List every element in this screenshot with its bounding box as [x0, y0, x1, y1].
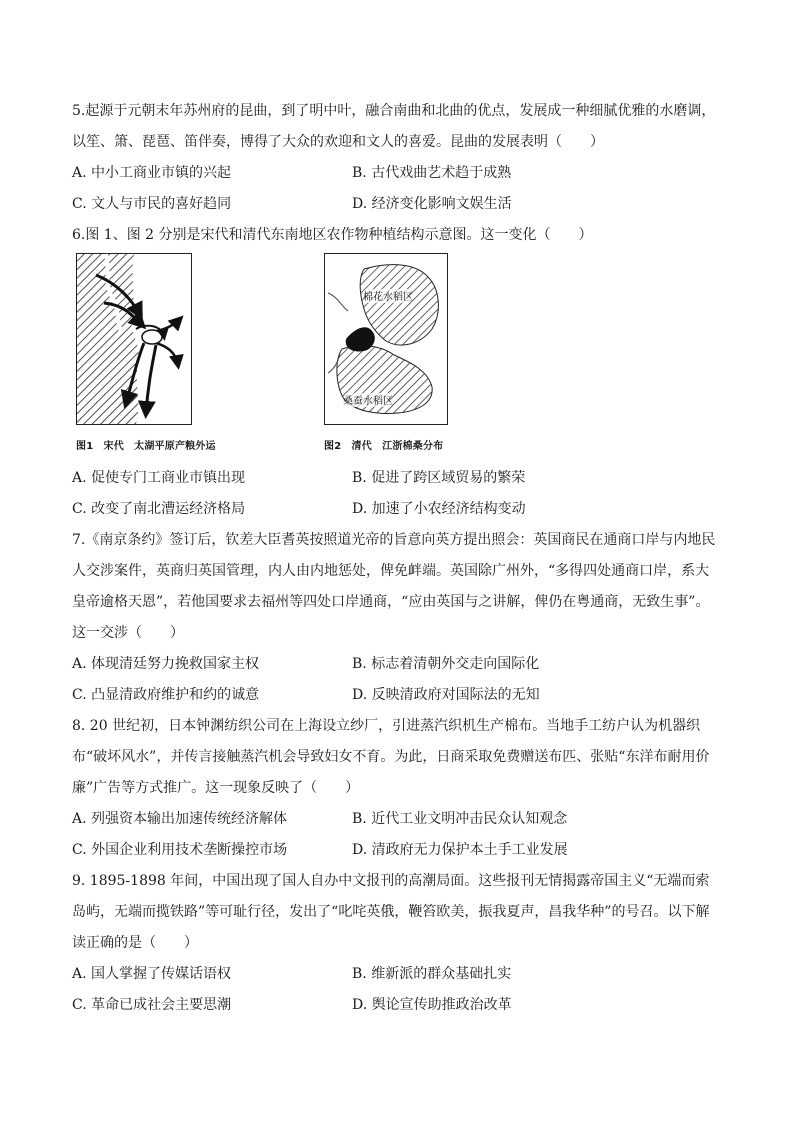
question-stem: 8. 20 世纪初，日本钟渊纺织公司在上海设立纱厂，引进蒸汽织机生产棉布。当地手工纺户认为机器织布“破坏风水”，并传言接触蒸汽机会导致妇女不育。为此，日商采取免费赠送布匹、张贴“东洋布耐用价廉”广告等方式推广。这一现象反映了（ ） — [72, 718, 710, 796]
map-qing-cotton-silk — [324, 253, 448, 425]
map-song-grain-transport — [76, 253, 192, 425]
question-stem: 9. 1895-1898 年间，中国出现了国人自办中文报刊的高潮局面。这些报刊无情揭露帝国主义“无端而索岛屿，无端而揽铁路”等可耻行径，发出了“叱咤英俄，鞭笞欧美，振我夏声，昌我华种”的号召。以下解读正确的是（ ） — [72, 873, 710, 951]
exam-page — [72, 96, 722, 1021]
option-a[interactable]: A. 促使专门工商业市镇出现 — [72, 470, 246, 486]
question-stem: 6.图 1、图 2 分别是宋代和清代东南地区农作物种植结构示意图。这一变化（ ） — [72, 227, 593, 243]
option-c[interactable]: C. 外国企业利用技术垄断操控市场 — [72, 842, 288, 858]
question-8 — [72, 711, 722, 866]
question-stem: 7.《南京条约》签订后，钦差大臣耆英按照道光帝的旨意向英方提出照会：英国商民在通商口岸与内地民人交涉案件，英商归英国管理，内人由内地惩处，俾免衅端。英国除广州外，“多得四处通商口岸，系大皇帝逾格天恩”，若他国要求去福州等四处口岸通商，“应由英国与之讲解，俾仍在粤通商，无致生事”。这一交涉（ ） — [72, 532, 716, 641]
option-c[interactable]: C. 改变了南北漕运经济格局 — [72, 501, 246, 517]
label-silk-rice: 桑蚕水稻区 — [343, 396, 393, 407]
figure-2-caption: 图2 清代 江浙棉桑分布 — [324, 441, 444, 452]
option-a[interactable]: A. 中小工商业市镇的兴起 — [72, 165, 232, 181]
options-grid — [72, 463, 722, 525]
figures-row — [72, 253, 722, 459]
option-a[interactable]: A. 体现清廷努力挽救国家主权 — [72, 656, 260, 672]
option-c[interactable]: C. 文人与市民的喜好趋同 — [72, 196, 232, 212]
figure-1-caption: 图1 宋代 太湖平原产粮外运 — [76, 441, 216, 452]
option-c[interactable]: C. 凸显清政府维护和约的诚意 — [72, 687, 260, 703]
question-7 — [72, 525, 722, 711]
label-cotton-rice: 棉花水稻区 — [363, 292, 413, 303]
option-d[interactable]: D. 清政府无力保护本土手工业发展 — [352, 842, 568, 858]
figure-1 — [76, 253, 216, 462]
question-6 — [72, 220, 722, 525]
options-grid — [72, 649, 722, 711]
option-d[interactable]: D. 反映清政府对国际法的无知 — [352, 687, 540, 703]
options-grid — [72, 158, 722, 220]
option-b[interactable]: B. 维新派的群众基础扎实 — [352, 966, 512, 982]
option-c[interactable]: C. 革命已成社会主要思潮 — [72, 997, 232, 1013]
options-grid — [72, 804, 722, 866]
option-b[interactable]: B. 近代工业文明冲击民众认知观念 — [352, 811, 568, 827]
option-a[interactable]: A. 国人掌握了传媒话语权 — [72, 966, 232, 982]
question-9 — [72, 866, 722, 1021]
option-d[interactable]: D. 舆论宣传助推政治改革 — [352, 997, 512, 1013]
option-a[interactable]: A. 列强资本输出加速传统经济解体 — [72, 811, 288, 827]
option-b[interactable]: B. 促进了跨区域贸易的繁荣 — [352, 470, 526, 486]
question-5 — [72, 96, 722, 220]
option-b[interactable]: B. 古代戏曲艺术趋于成熟 — [352, 165, 512, 181]
option-d[interactable]: D. 加速了小农经济结构变动 — [352, 501, 526, 517]
question-stem: 5.起源于元朝末年苏州府的昆曲，到了明中叶，融合南曲和北曲的优点，发展成一种细腻优雅的水磨调，以笙、箫、琵琶、笛伴奏，博得了大众的欢迎和文人的喜爱。昆曲的发展表明（ ） — [72, 103, 716, 150]
figure-2 — [324, 253, 448, 462]
option-d[interactable]: D. 经济变化影响文娱生活 — [352, 196, 512, 212]
option-b[interactable]: B. 标志着清朝外交走向国际化 — [352, 656, 540, 672]
options-grid — [72, 959, 722, 1021]
